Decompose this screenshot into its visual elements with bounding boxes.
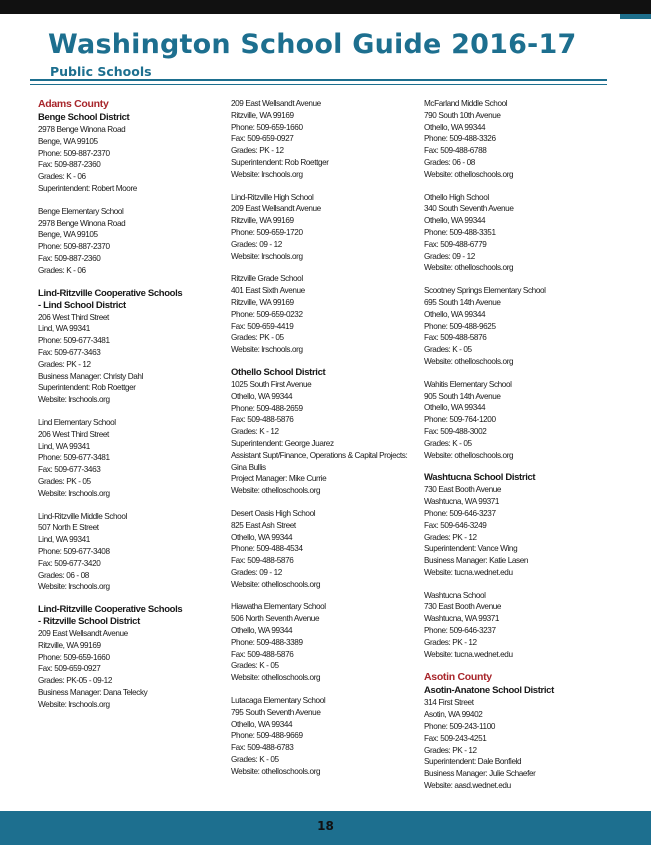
directory-entry [38,206,218,277]
entry-line: Hiawatha Elementary School [231,602,326,612]
entry-line: Superintendent: Rob Roettger [231,157,329,167]
entry-line: Website: othelloschools.org [424,356,514,366]
directory-entry [424,472,604,578]
district-heading: - Ritzville School District [38,616,140,628]
entry-line: Ritzville Grade School [231,274,303,284]
entry-line: Wahitis Elementary School [424,379,512,389]
entry-line: 905 South 14th Avenue [424,391,501,401]
entry-line: McFarland Middle School [424,99,508,108]
district-heading: Lind-Ritzville Cooperative Schools [38,287,183,299]
directory-entry [424,192,604,275]
entry-line: Fax: 509-887-2360 [38,253,101,263]
entry-line: 825 East Ash Street [231,520,296,530]
district-heading: Othello School District [231,366,326,378]
district-heading: Benge School District [38,112,130,123]
district-heading: Washtucna School District [424,472,536,484]
entry-line: Fax: 509-659-4419 [231,321,294,331]
entry-line: Phone: 509-659-1720 [231,227,303,237]
entry-line: Business Manager: Dana Telecky [38,688,148,698]
entry-line: Fax: 509-488-6783 [231,743,294,753]
entry-line: 790 South 10th Avenue [424,110,501,120]
entry-line: Grades: PK-05 - 09-12 [38,676,112,686]
entry-line: Fax: 509-677-3463 [38,465,101,475]
entry-line: Fax: 509-488-6779 [424,239,487,249]
entry-line: Website: othelloschools.org [231,579,321,589]
entry-line: 209 East Wellsandt Avenue [231,204,321,214]
entry-line: 730 East Booth Avenue [424,602,502,612]
entry-line: Fax: 509-488-5876 [424,333,487,343]
entry-line: Fax: 509-659-0927 [231,134,294,144]
directory-entry [424,98,604,181]
entry-line: Superintendent: Robert Moore [38,183,137,193]
entry-line: Gina Bullis [231,462,266,472]
entry-line: 2978 Benge Winona Road [38,218,126,228]
entry-line: Benge, WA 99105 [38,230,98,240]
entry-line: Website: othelloschools.org [231,766,321,776]
entry-line: Website: othelloschools.org [424,169,514,179]
directory-entry [231,192,411,263]
district-heading: Asotin-Anatone School District [424,685,554,697]
entry-line: Phone: 509-243-1100 [424,722,496,732]
entry-line: Phone: 509-488-9625 [424,321,496,331]
entry-line: Website: othelloschools.org [231,486,321,496]
entry-line: Phone: 509-488-4534 [231,544,303,554]
entry-line: 506 North Seventh Avenue [231,614,320,624]
entry-line: Scootney Springs Elementary School [424,286,546,296]
entry-line: Lind-Ritzville Middle School [38,511,127,521]
entry-line: Othello High School [424,192,489,202]
entry-line: Project Manager: Mike Currie [231,474,327,484]
entry-line: Grades: PK - 12 [424,745,477,755]
entry-line: Grades: K - 05 [424,438,472,448]
entry-line: Washtucna, WA 99371 [424,614,500,624]
entry-line: Lind, WA 99341 [38,535,90,545]
entry-line: Website: aasd.wednet.edu [424,781,511,791]
directory-entry [231,367,411,497]
entry-line: Fax: 509-488-6788 [424,146,487,156]
entry-line: Othello, WA 99344 [424,309,486,319]
county-heading: Asotin County [424,671,492,684]
directory-entry [38,604,218,711]
entry-line: Phone: 509-887-2370 [38,242,110,252]
entry-line: Website: lrschools.org [38,488,110,498]
column-1 [38,98,218,722]
entry-line: 1025 South First Avenue [231,379,312,389]
district-heading: Lind-Ritzville Cooperative Schools [38,604,183,616]
directory-entry [231,508,411,591]
entry-line: Fax: 509-488-5876 [231,649,294,659]
directory-entry [424,379,604,462]
entry-line: Superintendent: Rob Roettger [38,383,136,393]
directory-entry [38,98,218,195]
entry-line: Washtucna, WA 99371 [424,497,500,507]
entry-line: Othello, WA 99344 [231,532,293,542]
directory-entry [424,285,604,368]
top-accent-strip [620,14,651,19]
entry-line: 340 South Seventh Avenue [424,204,514,214]
entry-line: Website: tucna.wednet.edu [424,567,513,577]
entry-line: Asotin, WA 99402 [424,710,483,720]
entry-line: Grades: PK - 12 [38,359,91,369]
directory-entry [231,601,411,684]
entry-line: Phone: 509-488-2659 [231,403,303,413]
entry-line: Othello, WA 99344 [424,122,486,132]
entry-line: 206 West Third Street [38,429,109,439]
entry-line: 507 North E Street [38,523,99,533]
entry-line: Lind, WA 99341 [38,324,90,334]
entry-line: Grades: K - 06 [38,172,86,182]
directory-entry [231,273,411,356]
entry-line: Ritzville, WA 99169 [231,110,294,120]
entry-line: 314 First Street [424,698,474,708]
entry-line: Grades: PK - 12 [231,146,284,156]
directory-entry [424,590,604,661]
directory-entry [38,288,218,406]
entry-line: Website: lrschools.org [231,345,303,355]
entry-line: Othello, WA 99344 [424,216,486,226]
entry-line: Phone: 509-488-3326 [424,134,496,144]
top-bar [0,0,651,14]
entry-line: Phone: 509-488-9669 [231,731,303,741]
entry-line: Superintendent: Vance Wing [424,544,518,554]
entry-line: Website: lrschools.org [38,395,110,405]
entry-line: Grades: PK - 12 [424,637,477,647]
entry-line: Benge, WA 99105 [38,136,98,146]
entry-line: Lind Elementary School [38,417,116,427]
entry-line: 730 East Booth Avenue [424,485,502,495]
entry-line: Grades: PK - 05 [38,476,91,486]
header-rule [30,79,607,81]
entry-line: Phone: 509-646-3237 [424,508,496,518]
entry-line: Phone: 509-677-3408 [38,546,110,556]
entry-line: Grades: K - 06 [38,265,86,275]
entry-line: Phone: 509-659-0232 [231,309,303,319]
entry-line: Assistant Supt/Finance, Operations & Capital Projects: [231,450,408,460]
entry-line: Website: tucna.wednet.edu [424,649,513,659]
entry-line: Benge Elementary School [38,206,124,216]
entry-line: Phone: 509-659-1660 [231,122,303,132]
entry-line: Ritzville, WA 99169 [231,216,294,226]
entry-line: Website: othelloschools.org [424,263,514,273]
entry-line: Superintendent: George Juarez [231,438,334,448]
entry-line: Grades: K - 05 [424,345,472,355]
page-number: 18 [317,819,334,833]
entry-line: Phone: 509-646-3237 [424,626,496,636]
entry-line: 209 East Wellsandt Avenue [231,99,321,108]
entry-line: Othello, WA 99344 [231,626,293,636]
entry-line: Fax: 509-646-3249 [424,520,487,530]
entry-line: Phone: 509-764-1200 [424,415,496,425]
entry-line: Phone: 509-887-2370 [38,148,110,158]
entry-line: Phone: 509-488-3389 [231,637,303,647]
entry-line: Website: lrschools.org [38,582,110,592]
directory-entry [38,417,218,500]
entry-line: Fax: 509-488-5876 [231,556,294,566]
entry-line: Ritzville, WA 99169 [231,297,294,307]
entry-line: Lutacaga Elementary School [231,696,326,706]
entry-line: Fax: 509-488-5876 [231,415,294,425]
entry-line: Website: lrschools.org [231,251,303,261]
entry-line: Grades: 06 - 08 [38,570,89,580]
entry-line: 2978 Benge Winona Road [38,125,126,134]
entry-line: Phone: 509-677-3481 [38,336,110,346]
page-subtitle: Public Schools [50,64,152,79]
entry-line: 695 South 14th Avenue [424,297,501,307]
entry-line: 795 South Seventh Avenue [231,707,321,717]
entry-line: Grades: 09 - 12 [424,251,475,261]
entry-line: Fax: 509-677-3463 [38,347,101,357]
entry-line: 206 West Third Street [38,312,109,322]
directory-entry [38,511,218,594]
entry-line: Phone: 509-659-1660 [38,652,110,662]
entry-line: Business Manager: Katie Lasen [424,556,529,566]
entry-line: Business Manager: Julie Schaefer [424,769,536,779]
entry-line: Desert Oasis High School [231,508,316,518]
entry-line: 401 East Sixth Avenue [231,286,305,296]
entry-line: Business Manager: Christy Dahl [38,371,143,381]
entry-line: Grades: PK - 05 [231,333,284,343]
entry-line: 209 East Wellsandt Avenue [38,629,128,639]
entry-line: Website: lrschools.org [231,169,303,179]
header-rule-thin [30,84,607,85]
footer-bar [0,811,651,845]
column-3 [424,98,604,803]
entry-line: Lind, WA 99341 [38,441,90,451]
entry-line: Superintendent: Dale Bonfield [424,757,522,767]
entry-line: Grades: K - 12 [231,427,279,437]
county-heading: Adams County [38,98,109,110]
column-2 [231,98,411,789]
entry-line: Grades: 09 - 12 [231,239,282,249]
directory-entry [424,671,604,791]
entry-line: Grades: 09 - 12 [231,567,282,577]
entry-line: Othello, WA 99344 [424,403,486,413]
entry-line: Fax: 509-488-3002 [424,426,487,436]
entry-line: Othello, WA 99344 [231,391,293,401]
entry-line: Fax: 509-243-4251 [424,733,487,743]
entry-line: Ritzville, WA 99169 [38,640,101,650]
directory-entry [231,98,411,181]
entry-line: Website: othelloschools.org [424,450,514,460]
district-heading: - Lind School District [38,299,126,311]
entry-line: Fax: 509-677-3420 [38,558,101,568]
entry-line: Washtucna School [424,590,486,600]
entry-line: Fax: 509-887-2360 [38,160,101,170]
entry-line: Phone: 509-488-3351 [424,227,496,237]
entry-line: Othello, WA 99344 [231,719,293,729]
directory-entry [231,695,411,778]
entry-line: Lind-Ritzville High School [231,192,314,202]
page-title: Washington School Guide 2016-17 [48,29,577,60]
entry-line: Grades: PK - 12 [424,532,477,542]
entry-line: Fax: 509-659-0927 [38,664,101,674]
entry-line: Phone: 509-677-3481 [38,453,110,463]
entry-line: Grades: K - 05 [231,661,279,671]
entry-line: Grades: 06 - 08 [424,157,475,167]
entry-line: Grades: K - 05 [231,755,279,765]
entry-line: Website: lrschools.org [38,699,110,709]
entry-line: Website: othelloschools.org [231,673,321,683]
